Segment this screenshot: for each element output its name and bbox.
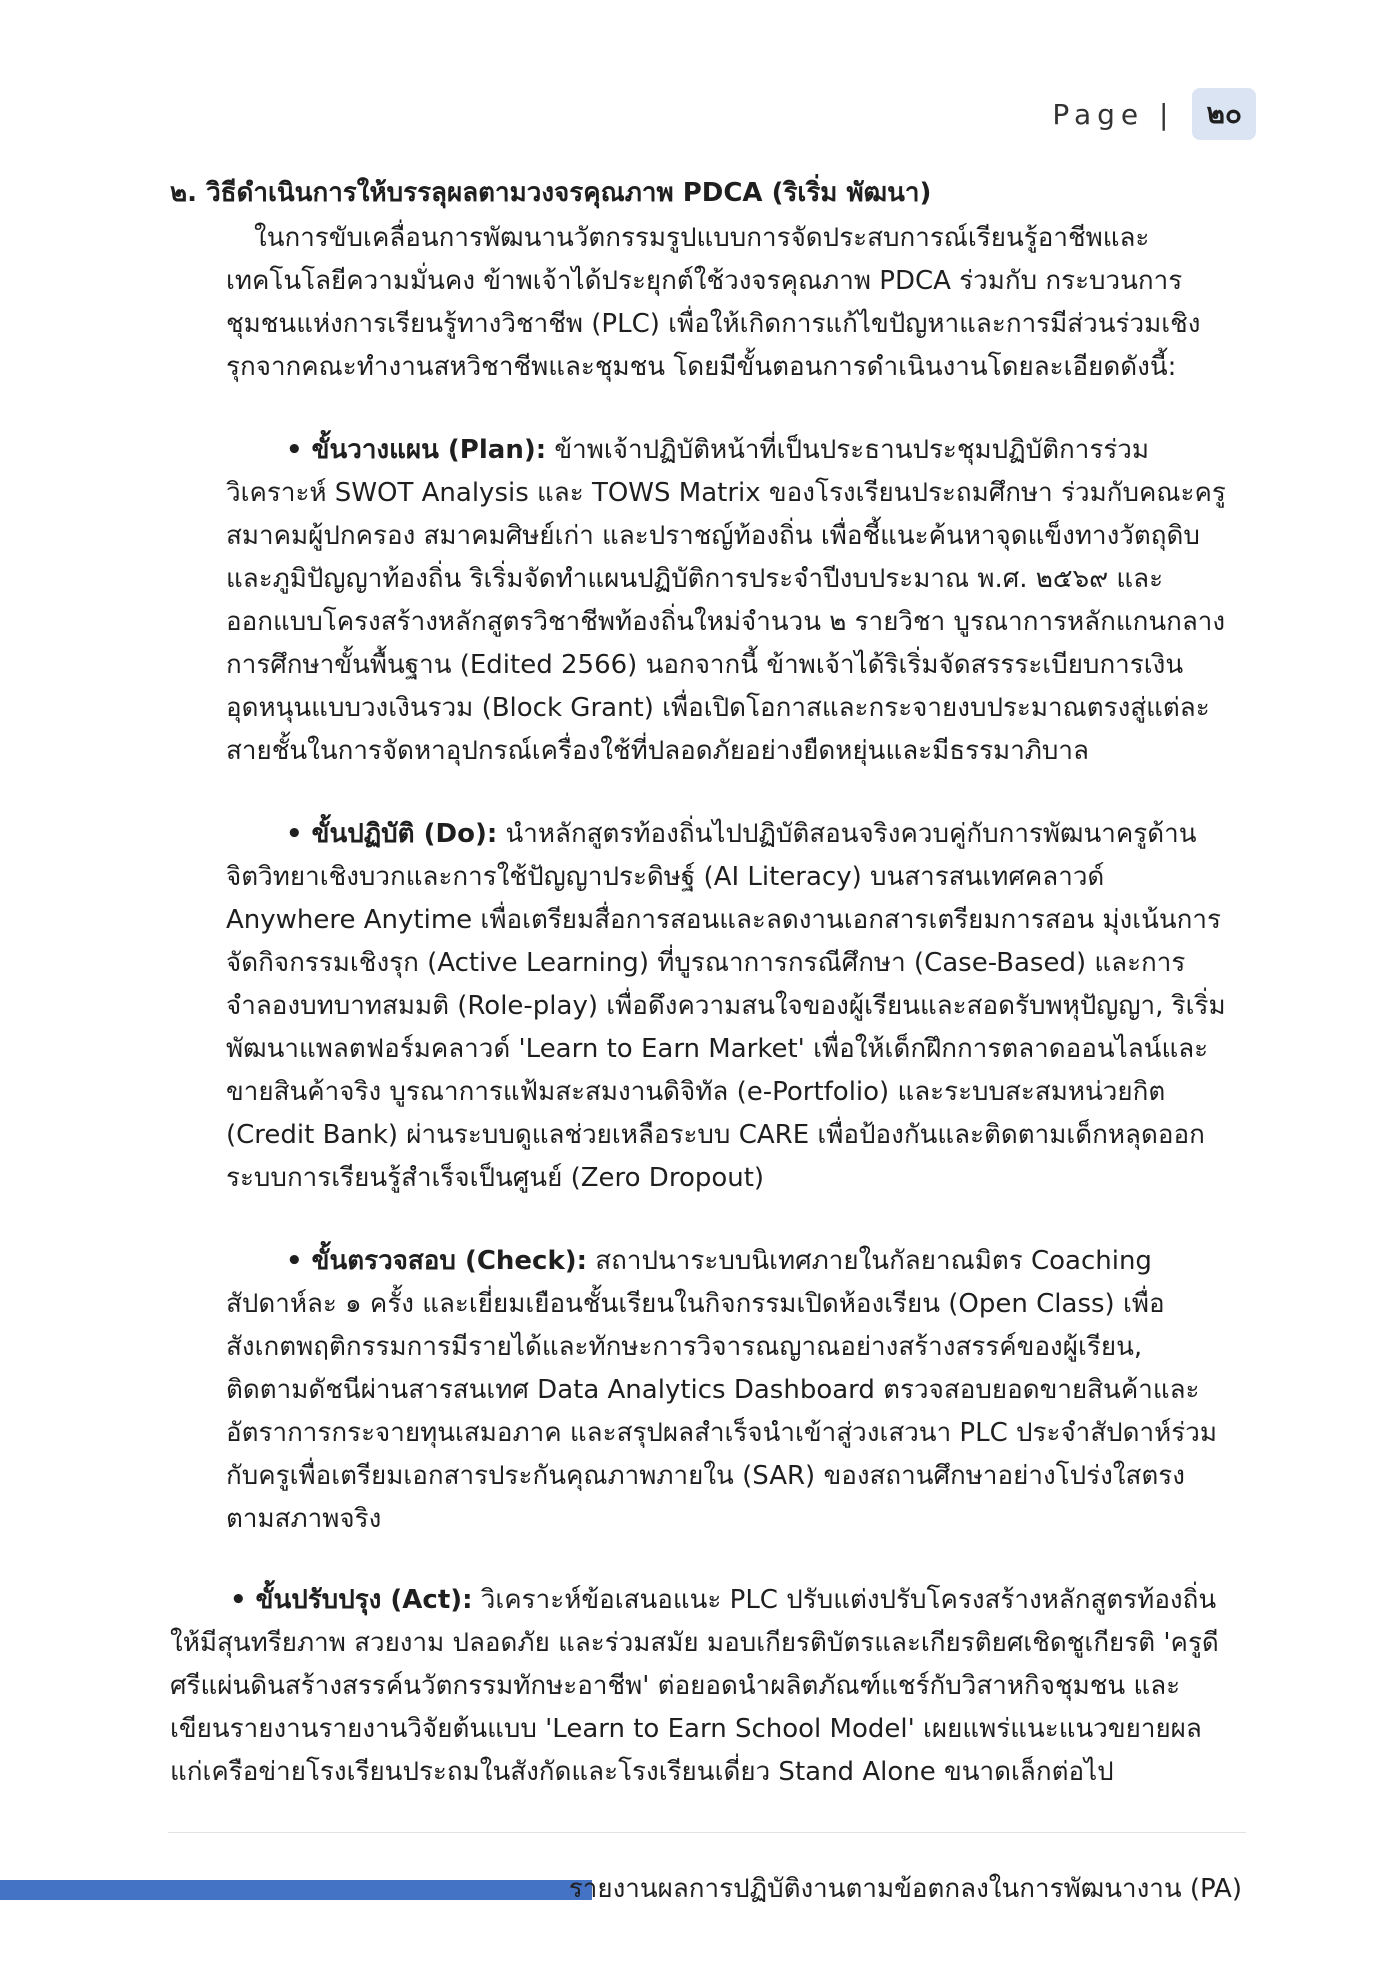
document-body bbox=[170, 172, 1230, 1794]
step-do-label: • ขั้นปฏิบัติ (Do): bbox=[286, 819, 498, 849]
step-check-label: • ขั้นตรวจสอบ (Check): bbox=[286, 1246, 588, 1276]
step-act bbox=[170, 1579, 1230, 1794]
step-act-text: วิเคราะห์ข้อเสนอแนะ PLC ปรับแต่งปรับโครงสร้างหลักสูตรท้องถิ่นให้มีสุนทรียภาพ สวยงาม ปลอดภัย และร่วมสมัย มอบเกียรติบัตรและเกียรติยศเชิดชูเกียรติ 'ครูดีศรีแผ่นดินสร้างสรรค์นวัตกรรมทักษะอาชีพ' ต่อยอดนำผลิตภัณฑ์แชร์กับวิสาหกิจชุมชน และเขียนรายงานรายงานวิจัยต้นแบบ 'Learn to Earn School Model' เผยแพร่แนะแนวขยายผลแก่เครือข่ายโรงเรียนประถมในสังกัดและโรงเรียนเดี่ยว Stand Alone ขนาดเล็กต่อไป bbox=[170, 1585, 1219, 1787]
step-do-text: นำหลักสูตรท้องถิ่นไปปฏิบัติสอนจริงควบคู่กับการพัฒนาครูด้านจิตวิทยาเชิงบวกและการใช้ปัญญาประดิษฐ์ (AI Literacy) บนสารสนเทศคลาวด์ Anywhere Anytime เพื่อเตรียมสื่อการสอนและลดงานเอกสารเตรียมการสอน มุ่งเน้นการจัดกิจกรรมเชิงรุก (Active Learning) ที่บูรณาการกรณีศึกษา (Case-Based) และการจำลองบทบาทสมมติ (Role-play) เพื่อดึงความสนใจของผู้เรียนและสอดรับพหุปัญญา, ริเริ่มพัฒนาแพลตฟอร์มคลาวด์ 'Learn to Earn Market' เพื่อให้เด็กฝึกการตลาดออนไลน์และขายสินค้าจริง บูรณาการแฟ้มสะสมงานดิจิทัล (e-Portfolio) และระบบสะสมหน่วยกิต (Credit Bank) ผ่านระบบดูแลช่วยเหลือระบบ CARE เพื่อป้องกันและติดตามเด็กหลุดออกระบบการเรียนรู้สำเร็จเป็นศูนย์ (Zero Dropout) bbox=[226, 819, 1226, 1193]
step-act-label: • ขั้นปรับปรุง (Act): bbox=[230, 1585, 473, 1615]
step-plan-text: ข้าพเจ้าปฏิบัติหน้าที่เป็นประธานประชุมปฏิบัติการร่วมวิเคราะห์ SWOT Analysis และ TOWS Matrix ของโรงเรียนประถมศึกษา ร่วมกับคณะครู สมาคมผู้ปกครอง สมาคมศิษย์เก่า และปราชญ์ท้องถิ่น เพื่อชี้แนะค้นหาจุดแข็งทางวัตถุดิบและภูมิปัญญาท้องถิ่น ริเริ่มจัดทำแผนปฏิบัติการประจำปีงบประมาณ พ.ศ. ๒๕๖๙ และออกแบบโครงสร้างหลักสูตรวิชาชีพท้องถิ่นใหม่จำนวน ๒ รายวิชา บูรณาการหลักแกนกลางการศึกษาขั้นพื้นฐาน (Edited 2566) นอกจากนี้ ข้าพเจ้าได้ริเริ่มจัดสรรระเบียบการเงินอุดหนุนแบบวงเงินรวม (Block Grant) เพื่อเปิดโอกาสและกระจายงบประมาณตรงสู่แต่ละสายชั้นในการจัดหาอุปกรณ์เครื่องใช้ที่ปลอดภัยอย่างยืดหยุ่นและมีธรรมาภิบาล bbox=[226, 435, 1226, 766]
footer-accent-bar bbox=[0, 1880, 592, 1900]
page-number-badge: ๒๐ bbox=[1192, 88, 1256, 140]
section-title: ๒. วิธีดำเนินการให้บรรลุผลตามวงจรคุณภาพ PDCA (ริเริ่ม พัฒนา) bbox=[170, 178, 932, 208]
page-header bbox=[1052, 88, 1256, 140]
step-plan bbox=[226, 429, 1230, 773]
page-label: Page | bbox=[1052, 97, 1175, 131]
step-plan-label: • ขั้นวางแผน (Plan): bbox=[286, 435, 547, 465]
step-check bbox=[226, 1240, 1230, 1541]
step-do bbox=[226, 813, 1230, 1200]
intro-paragraph: ในการขับเคลื่อนการพัฒนานวัตกรรมรูปแบบการจัดประสบการณ์เรียนรู้อาชีพและเทคโนโลยีความมั่นคง ข้าพเจ้าได้ประยุกต์ใช้วงจรคุณภาพ PDCA ร่วมกับ กระบวนการชุมชนแห่งการเรียนรู้ทางวิชาชีพ (PLC) เพื่อให้เกิดการแก้ไขปัญหาและการมีส่วนร่วมเชิงรุกจากคณะทำงานสหวิชาชีพและชุมชน โดยมีขั้นตอนการดำเนินงานโดยละเอียดดังนี้: bbox=[226, 223, 1201, 382]
footer-divider bbox=[168, 1832, 1246, 1833]
step-check-text: สถาปนาระบบนิเทศภายในกัลยาณมิตร Coaching สัปดาห์ละ ๑ ครั้ง และเยี่ยมเยือนชั้นเรียนในกิจกรรมเปิดห้องเรียน (Open Class) เพื่อสังเกตพฤติกรรมการมีรายได้และทักษะการวิจารณญาณอย่างสร้างสรรค์ของผู้เรียน, ติดตามดัชนีผ่านสารสนเทศ Data Analytics Dashboard ตรวจสอบยอดขายสินค้าและอัตราการกระจายทุนเสมอภาค และสรุปผลสำเร็จนำเข้าสู่วงเสวนา PLC ประจำสัปดาห์ร่วมกับครูเพื่อเตรียมเอกสารประกันคุณภาพภายใน (SAR) ของสถานศึกษาอย่างโปร่งใสตรงตามสภาพจริง bbox=[226, 1246, 1217, 1534]
footer-report-title: รายงานผลการปฏิบัติงานตามข้อตกลงในการพัฒนางาน (PA) bbox=[568, 1874, 1242, 1904]
